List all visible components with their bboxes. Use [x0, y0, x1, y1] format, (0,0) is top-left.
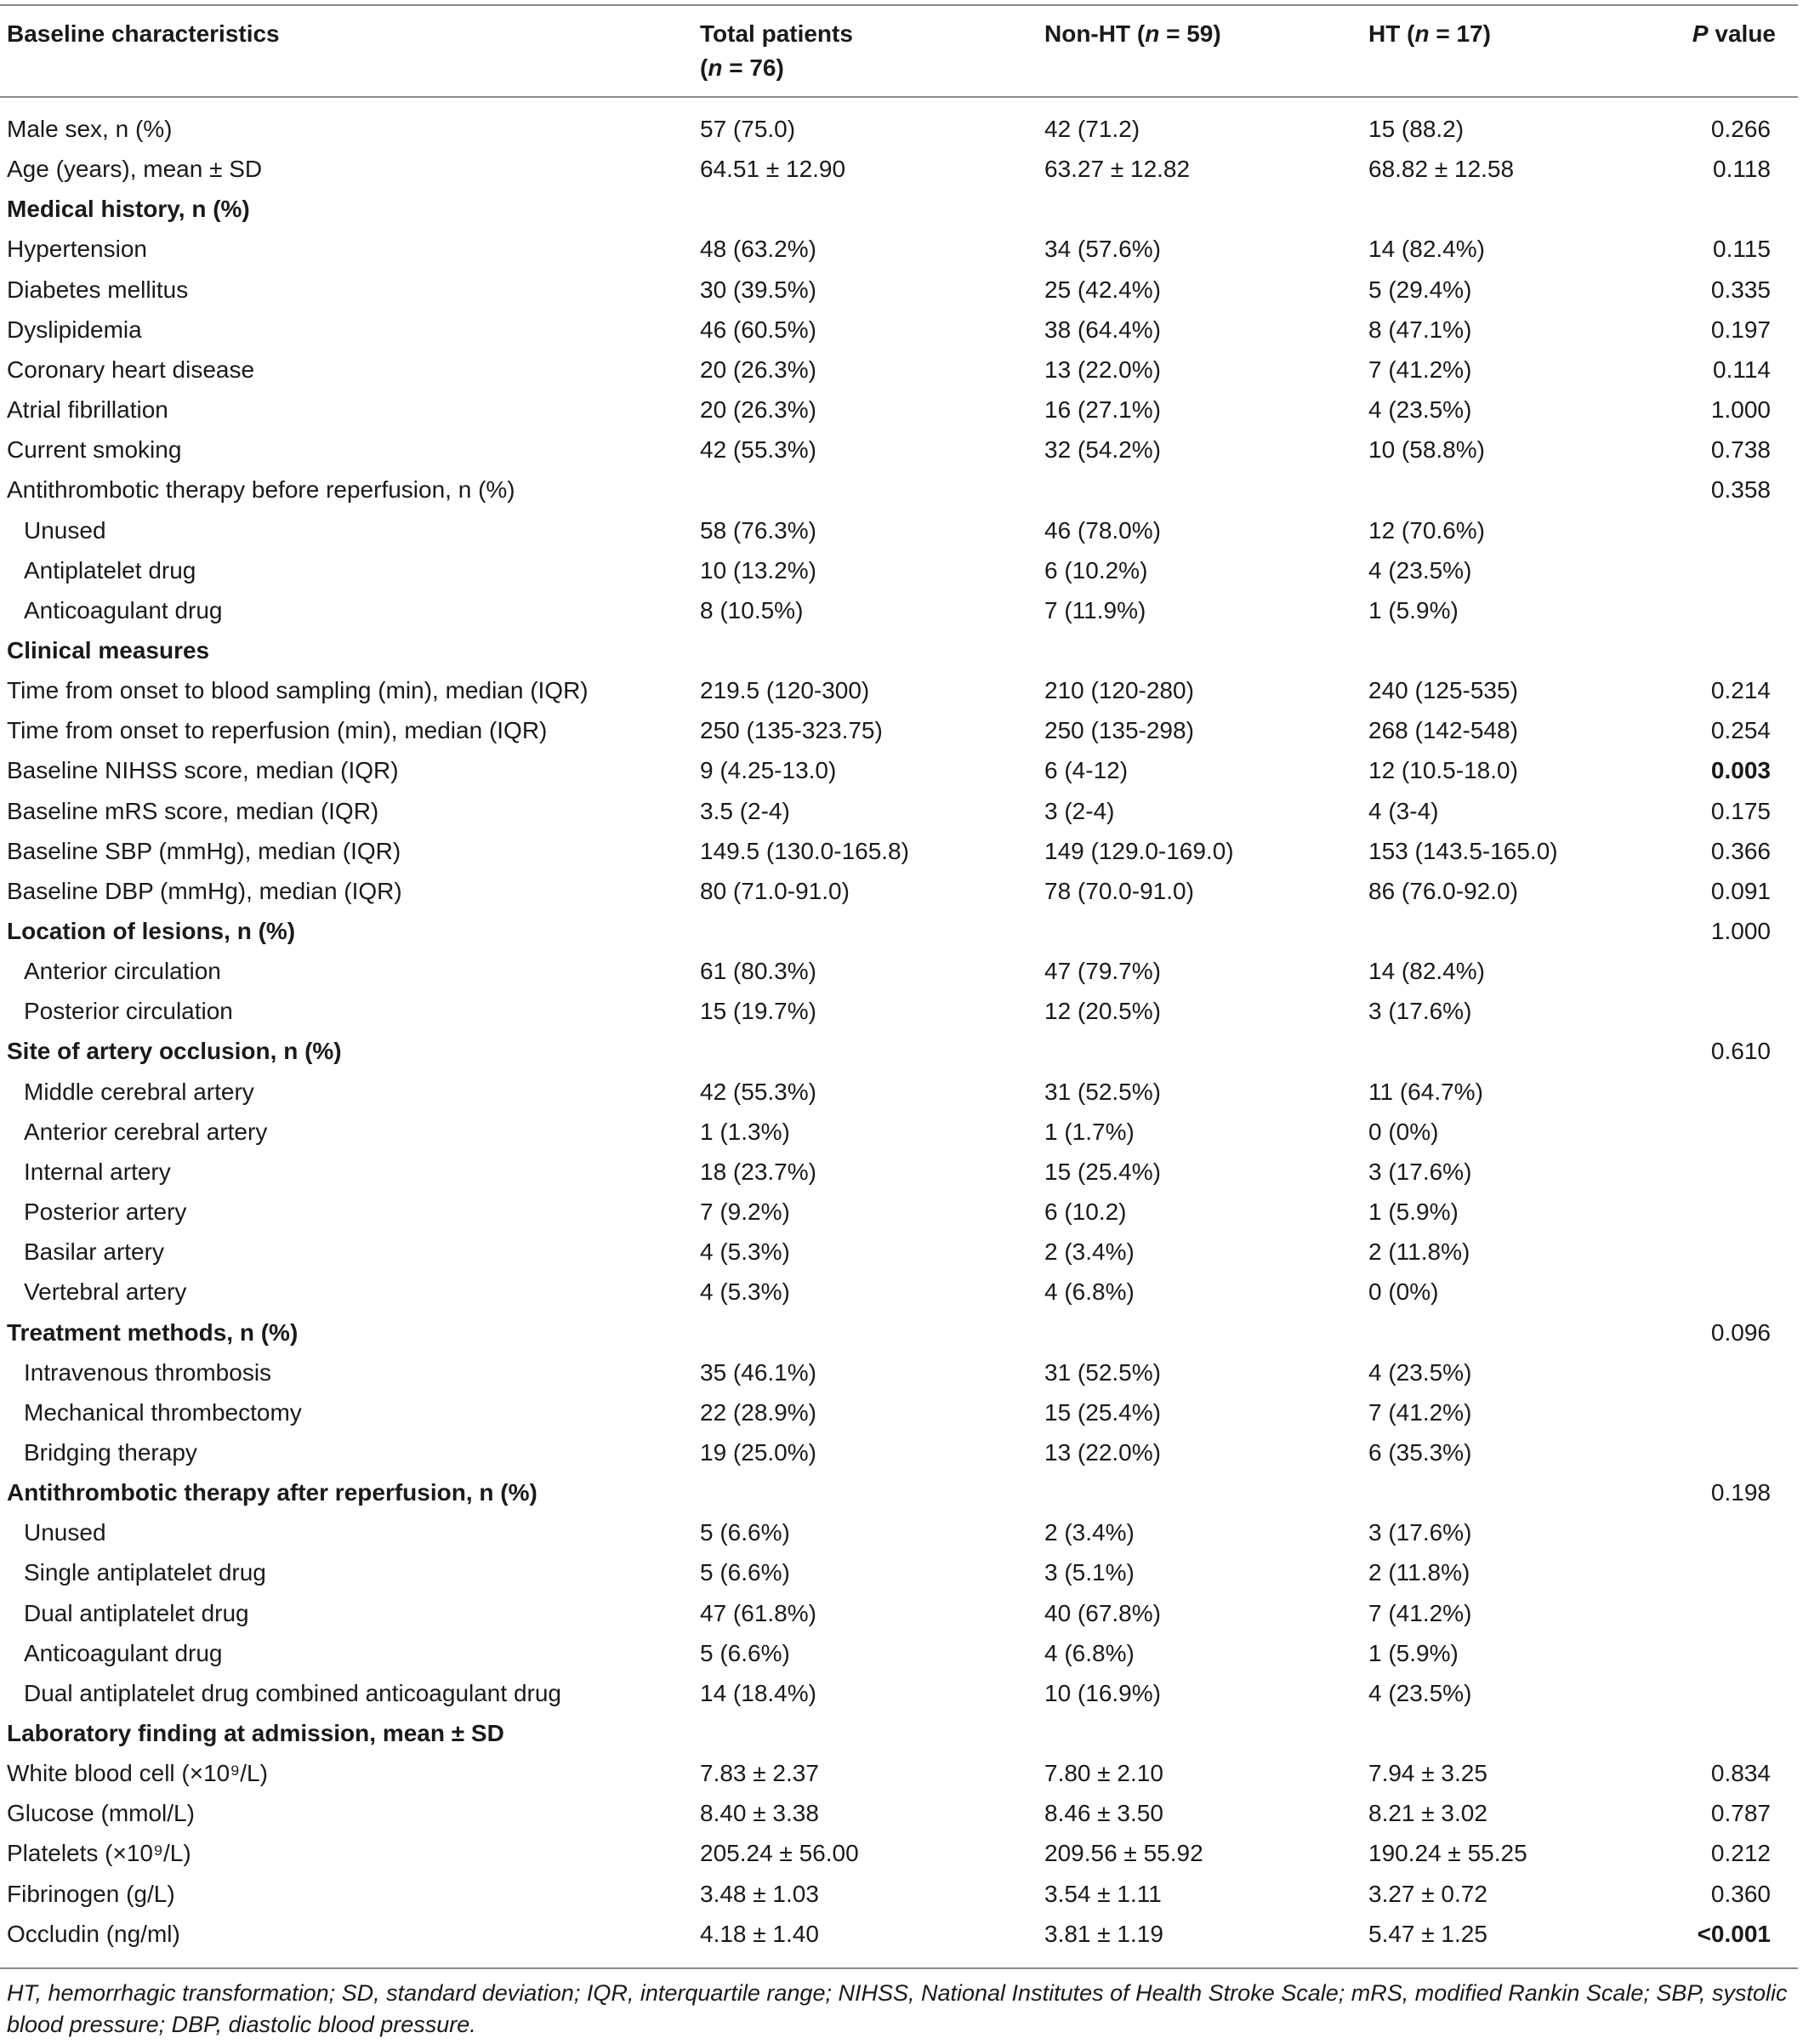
cell-nonht: 2 (3.4%)	[1044, 1238, 1135, 1266]
section-row	[0, 1472, 1798, 1512]
row-label: Dyslipidemia	[7, 316, 142, 343]
cell-ht: 1 (5.9%)	[1368, 596, 1459, 623]
cell-nonht: 38 (64.4%)	[1044, 316, 1161, 343]
table-row	[0, 470, 1798, 510]
row-label: Internal artery	[24, 1158, 171, 1185]
cell-nonht: 250 (135-298)	[1044, 717, 1194, 744]
cell-pvalue: 1.000	[1710, 396, 1771, 424]
cell-nonht: 210 (120-280)	[1044, 677, 1194, 704]
cell-nonht: 2 (3.4%)	[1044, 1519, 1135, 1546]
cell-ht: 86 (76.0-92.0)	[1368, 877, 1518, 904]
table-row	[0, 1392, 1798, 1432]
cell-ht: 12 (70.6%)	[1368, 516, 1485, 544]
header-total-line1: Total patients	[700, 20, 853, 47]
cell-total: 205.24 ± 56.00	[700, 1840, 859, 1867]
header-total	[700, 17, 853, 85]
cell-ht: 5 (29.4%)	[1368, 276, 1472, 303]
cell-nonht: 8.46 ± 3.50	[1044, 1800, 1163, 1827]
row-label: White blood cell (×10⁹/L)	[7, 1760, 268, 1787]
row-label: Anticoagulant drug	[24, 1639, 223, 1666]
cell-total: 46 (60.5%)	[700, 316, 816, 343]
cell-pvalue: 0.214	[1710, 677, 1771, 704]
cell-ht: 15 (88.2)	[1368, 116, 1465, 142]
cell-pvalue: 0.787	[1710, 1800, 1771, 1827]
cell-nonht: 3.81 ± 1.19	[1044, 1920, 1163, 1947]
cell-total: 18 (23.7%)	[700, 1158, 816, 1185]
row-label: Dual antiplatelet drug	[24, 1599, 249, 1626]
cell-total: 64.51 ± 12.90	[700, 156, 846, 183]
cell-total: 9 (4.25-13.0)	[700, 757, 837, 784]
row-label: Unused	[24, 1519, 106, 1546]
cell-ht: 3 (17.6%)	[1368, 998, 1472, 1025]
header-total-count: = 76)	[722, 54, 784, 81]
cell-ht: 7 (41.2%)	[1368, 1398, 1472, 1426]
cell-total: 47 (61.8%)	[700, 1599, 816, 1626]
cell-nonht: 42 (71.2)	[1044, 116, 1140, 142]
cell-ht: 6 (35.3%)	[1368, 1438, 1472, 1466]
cell-total: 80 (71.0-91.0)	[700, 877, 850, 904]
cell-total: 250 (135-323.75)	[700, 717, 883, 744]
header-total-line2	[700, 51, 853, 85]
table-row	[0, 670, 1798, 710]
cell-pvalue: 0.212	[1710, 1840, 1771, 1867]
table-row	[0, 1673, 1798, 1713]
cell-total: 4 (5.3%)	[700, 1278, 790, 1306]
cell-ht: 4 (3-4)	[1368, 797, 1439, 824]
cell-ht: 8.21 ± 3.02	[1368, 1800, 1487, 1827]
cell-pvalue: 0.096	[1710, 1318, 1771, 1346]
header-ht-count: = 17)	[1429, 20, 1491, 47]
cell-nonht: 15 (25.4%)	[1044, 1158, 1161, 1185]
cell-pvalue: 0.118	[1713, 156, 1771, 183]
table-row	[0, 1633, 1798, 1673]
row-label: Baseline DBP (mmHg), median (IQR)	[7, 877, 402, 904]
table-row	[0, 1232, 1798, 1272]
table-footnote: HT, hemorrhagic transformation; SD, standard deviation; IQR, interquartile range; NIHSS, National Institutes of Health Stroke Scale; mRS, modified Rankin Scale; SBP, systolic blood pressure; DBP, diastolic blood pressure.	[7, 1980, 1788, 2037]
header-pvalue	[1692, 17, 1776, 51]
row-label: Middle cerebral artery	[24, 1078, 254, 1105]
table-row	[0, 390, 1798, 430]
header-nonht-count: = 59)	[1159, 20, 1221, 47]
section-row	[0, 911, 1798, 951]
cell-pvalue: 0.198	[1710, 1479, 1771, 1506]
cell-total: 7.83 ± 2.37	[700, 1760, 819, 1787]
cell-nonht: 12 (20.5%)	[1044, 998, 1161, 1025]
row-label: Glucose (mmol/L)	[7, 1800, 195, 1827]
row-label: Coronary heart disease	[7, 356, 255, 383]
cell-ht: 7.94 ± 3.25	[1368, 1760, 1487, 1787]
row-label: Antithrombotic therapy before reperfusion, n (%)	[7, 476, 515, 504]
cell-ht: 1 (5.9%)	[1368, 1639, 1459, 1666]
header-pvalue-label: value	[1708, 20, 1776, 47]
row-label: Antithrombotic therapy after reperfusion, n (%)	[7, 1479, 537, 1506]
cell-ht: 1 (5.9%)	[1368, 1199, 1459, 1226]
cell-pvalue: 0.003	[1710, 757, 1771, 784]
cell-total: 58 (76.3%)	[700, 516, 816, 544]
row-label: Time from onset to reperfusion (min), median (IQR)	[7, 717, 548, 744]
table-row	[0, 951, 1798, 991]
row-label: Atrial fibrillation	[7, 396, 168, 424]
cell-ht: 68.82 ± 12.58	[1368, 156, 1515, 183]
row-label: Intravenous thrombosis	[24, 1358, 272, 1386]
cell-nonht: 6 (10.2)	[1044, 1199, 1127, 1226]
table-row	[0, 991, 1798, 1031]
table-row	[0, 229, 1798, 269]
table-row	[0, 791, 1798, 831]
table-row	[0, 1192, 1798, 1232]
cell-total: 219.5 (120-300)	[700, 677, 870, 704]
section-row	[0, 189, 1798, 229]
cell-nonht: 6 (4-12)	[1044, 757, 1129, 784]
cell-total: 30 (39.5%)	[700, 276, 816, 303]
cell-pvalue: 0.738	[1710, 436, 1771, 464]
cell-nonht: 63.27 ± 12.82	[1044, 156, 1191, 183]
header-ht-label: HT (	[1368, 20, 1415, 47]
cell-pvalue: 0.175	[1710, 797, 1771, 824]
cell-total: 10 (13.2%)	[700, 556, 816, 584]
cell-total: 20 (26.3%)	[700, 356, 816, 383]
header-pvalue-p: P	[1692, 20, 1709, 47]
cell-nonht: 6 (10.2%)	[1044, 556, 1148, 584]
table-row	[0, 1833, 1798, 1873]
table-row	[0, 1793, 1798, 1833]
cell-pvalue: 0.335	[1710, 276, 1771, 303]
cell-total: 8.40 ± 3.38	[700, 1800, 819, 1827]
table-row	[0, 1874, 1798, 1914]
row-label: Age (years), mean ± SD	[7, 156, 263, 183]
cell-total: 5 (6.6%)	[700, 1519, 790, 1546]
table-row	[0, 1593, 1798, 1633]
cell-total: 19 (25.0%)	[700, 1438, 816, 1466]
row-label: Baseline mRS score, median (IQR)	[7, 797, 379, 824]
cell-total: 15 (19.7%)	[700, 998, 816, 1025]
row-label: Male sex, n (%)	[7, 116, 173, 142]
row-label: Bridging therapy	[24, 1438, 197, 1466]
cell-nonht: 4 (6.8%)	[1044, 1639, 1135, 1666]
cell-nonht: 7 (11.9%)	[1044, 596, 1146, 623]
table-bottom-rule	[0, 1967, 1798, 1969]
cell-nonht: 13 (22.0%)	[1044, 1438, 1161, 1466]
cell-total: 22 (28.9%)	[700, 1398, 816, 1426]
cell-total: 42 (55.3%)	[700, 1078, 816, 1105]
cell-total: 35 (46.1%)	[700, 1358, 816, 1386]
cell-nonht: 40 (67.8%)	[1044, 1599, 1161, 1626]
row-label: Posterior artery	[24, 1199, 187, 1226]
cell-pvalue: 0.358	[1710, 476, 1771, 504]
row-label: Baseline NIHSS score, median (IQR)	[7, 757, 399, 784]
cell-nonht: 3 (5.1%)	[1044, 1559, 1135, 1586]
cell-nonht: 1 (1.7%)	[1044, 1118, 1135, 1145]
row-label: Anticoagulant drug	[24, 596, 223, 623]
table-row	[0, 1112, 1798, 1152]
cell-nonht: 10 (16.9%)	[1044, 1679, 1161, 1706]
row-label: Posterior circulation	[24, 998, 233, 1025]
cell-nonht: 31 (52.5%)	[1044, 1078, 1161, 1105]
table-row	[0, 109, 1798, 149]
header-nonht-label: Non-HT (	[1044, 20, 1146, 47]
header-nonht-n: n	[1145, 20, 1160, 47]
cell-nonht: 7.80 ± 2.10	[1044, 1760, 1163, 1787]
cell-nonht: 15 (25.4%)	[1044, 1398, 1161, 1426]
cell-total: 7 (9.2%)	[700, 1199, 790, 1226]
row-label: Occludin (ng/ml)	[7, 1920, 180, 1947]
cell-nonht: 25 (42.4%)	[1044, 276, 1161, 303]
cell-nonht: 3 (2-4)	[1044, 797, 1115, 824]
row-label: Fibrinogen (g/L)	[7, 1880, 175, 1907]
row-label: Vertebral artery	[24, 1278, 187, 1306]
cell-pvalue: 0.610	[1710, 1038, 1771, 1065]
cell-pvalue: 0.115	[1713, 236, 1771, 263]
cell-total: 3.48 ± 1.03	[700, 1880, 819, 1907]
table-row	[0, 1512, 1798, 1552]
table-row	[0, 750, 1798, 790]
cell-ht: 240 (125-535)	[1368, 677, 1518, 704]
table-row	[0, 550, 1798, 590]
cell-pvalue: 0.091	[1710, 877, 1771, 904]
cell-ht: 3.27 ± 0.72	[1368, 1880, 1487, 1907]
row-label: Mechanical thrombectomy	[24, 1398, 302, 1426]
table-row	[0, 510, 1798, 550]
cell-ht: 2 (11.8%)	[1368, 1238, 1470, 1266]
cell-total: 61 (80.3%)	[700, 958, 816, 985]
row-label: Anterior circulation	[24, 958, 221, 985]
row-label: Platelets (×10⁹/L)	[7, 1840, 191, 1867]
row-label: Unused	[24, 516, 106, 544]
header-ht	[1368, 17, 1491, 51]
header-nonht	[1044, 17, 1221, 51]
cell-ht: 14 (82.4%)	[1368, 236, 1485, 263]
row-label: Single antiplatelet drug	[24, 1559, 266, 1586]
table-row	[0, 350, 1798, 390]
row-label: Antiplatelet drug	[24, 556, 196, 584]
cell-ht: 0 (0%)	[1368, 1118, 1439, 1145]
table-row	[0, 1552, 1798, 1592]
cell-total: 149.5 (130.0-165.8)	[700, 837, 909, 864]
row-label: Location of lesions, n (%)	[7, 918, 296, 944]
row-label: Hypertension	[7, 236, 147, 263]
cell-ht: 190.24 ± 55.25	[1368, 1840, 1527, 1867]
cell-ht: 4 (23.5%)	[1368, 1679, 1472, 1706]
table-row	[0, 871, 1798, 911]
row-label: Anterior cerebral artery	[24, 1118, 268, 1145]
cell-nonht: 13 (22.0%)	[1044, 356, 1161, 383]
table-row	[0, 1753, 1798, 1793]
cell-ht: 2 (11.8%)	[1368, 1559, 1470, 1586]
cell-nonht: 3.54 ± 1.11	[1044, 1880, 1162, 1907]
table-row	[0, 1914, 1798, 1954]
cell-nonht: 149 (129.0-169.0)	[1044, 837, 1234, 864]
header-rule	[0, 96, 1798, 98]
cell-pvalue: 0.834	[1710, 1760, 1771, 1787]
cell-ht: 11 (64.7%)	[1368, 1078, 1483, 1105]
cell-ht: 3 (17.6%)	[1368, 1519, 1472, 1546]
cell-ht: 0 (0%)	[1368, 1278, 1439, 1306]
cell-nonht: 209.56 ± 55.92	[1044, 1840, 1203, 1867]
table-row	[0, 1152, 1798, 1192]
cell-pvalue: 0.254	[1710, 717, 1771, 744]
cell-nonht: 46 (78.0%)	[1044, 516, 1161, 544]
row-label: Dual antiplatelet drug combined anticoagulant drug	[24, 1679, 561, 1706]
row-label: Clinical measures	[7, 636, 210, 663]
row-label: Time from onset to blood sampling (min), median (IQR)	[7, 677, 589, 704]
cell-total: 4 (5.3%)	[700, 1238, 790, 1266]
cell-nonht: 34 (57.6%)	[1044, 236, 1161, 263]
row-label: Current smoking	[7, 436, 182, 464]
cell-total: 5 (6.6%)	[700, 1639, 790, 1666]
row-label: Baseline SBP (mmHg), median (IQR)	[7, 837, 401, 864]
section-row	[0, 1713, 1798, 1753]
cell-pvalue: 0.366	[1710, 837, 1771, 864]
table-row	[0, 710, 1798, 750]
cell-pvalue: 1.000	[1710, 918, 1771, 944]
cell-ht: 7 (41.2%)	[1368, 1599, 1472, 1626]
header-total-n: n	[708, 54, 723, 81]
row-label: Site of artery occlusion, n (%)	[7, 1038, 342, 1065]
cell-total: 42 (55.3%)	[700, 436, 816, 464]
row-label: Treatment methods, n (%)	[7, 1318, 299, 1346]
table-row	[0, 149, 1798, 189]
table-row	[0, 310, 1798, 350]
cell-total: 5 (6.6%)	[700, 1559, 790, 1586]
row-label: Laboratory finding at admission, mean ± SD	[7, 1720, 504, 1746]
cell-pvalue: 0.266	[1710, 116, 1771, 142]
section-row	[0, 630, 1798, 670]
cell-ht: 8 (47.1%)	[1368, 316, 1472, 343]
cell-ht: 4 (23.5%)	[1368, 556, 1472, 584]
section-row	[0, 1312, 1798, 1352]
cell-nonht: 78 (70.0-91.0)	[1044, 877, 1194, 904]
cell-total: 48 (63.2%)	[700, 236, 816, 263]
cell-nonht: 32 (54.2%)	[1044, 436, 1161, 464]
cell-ht: 153 (143.5-165.0)	[1368, 837, 1558, 864]
table-row	[0, 831, 1798, 871]
row-label: Medical history, n (%)	[7, 196, 250, 223]
cell-total: 14 (18.4%)	[700, 1679, 816, 1706]
cell-nonht: 47 (79.7%)	[1044, 958, 1161, 985]
cell-total: 1 (1.3%)	[700, 1118, 790, 1145]
cell-total: 8 (10.5%)	[700, 596, 804, 623]
cell-nonht: 16 (27.1%)	[1044, 396, 1161, 424]
table-row	[0, 270, 1798, 310]
table-row	[0, 1272, 1798, 1312]
cell-pvalue: 0.197	[1710, 316, 1771, 343]
cell-total: 57 (75.0)	[700, 116, 796, 142]
table-row	[0, 430, 1798, 470]
cell-pvalue: <0.001	[1697, 1920, 1771, 1947]
cell-ht: 10 (58.8%)	[1368, 436, 1485, 464]
cell-total: 3.5 (2-4)	[700, 797, 790, 824]
cell-ht: 4 (23.5%)	[1368, 1358, 1472, 1386]
cell-total: 20 (26.3%)	[700, 396, 816, 424]
cell-nonht: 4 (6.8%)	[1044, 1278, 1135, 1306]
header-characteristics-label: Baseline characteristics	[7, 20, 280, 47]
row-label: Diabetes mellitus	[7, 276, 189, 303]
cell-pvalue: 0.360	[1710, 1880, 1771, 1907]
cell-ht: 14 (82.4%)	[1368, 958, 1485, 985]
cell-ht: 7 (41.2%)	[1368, 356, 1472, 383]
section-row	[0, 1031, 1798, 1071]
table-row	[0, 1072, 1798, 1112]
cell-ht: 4 (23.5%)	[1368, 396, 1472, 424]
header-ht-n: n	[1414, 20, 1430, 47]
cell-pvalue: 0.114	[1713, 356, 1771, 383]
table-row	[0, 590, 1798, 630]
table-row	[0, 1432, 1798, 1472]
table-row	[0, 1352, 1798, 1392]
cell-total: 4.18 ± 1.40	[700, 1920, 819, 1947]
header-total-paren: (	[700, 54, 708, 81]
cell-nonht: 31 (52.5%)	[1044, 1358, 1161, 1386]
cell-ht: 268 (142-548)	[1368, 717, 1518, 744]
cell-ht: 5.47 ± 1.25	[1368, 1920, 1487, 1947]
cell-ht: 12 (10.5-18.0)	[1368, 757, 1518, 784]
cell-ht: 3 (17.6%)	[1368, 1158, 1472, 1185]
table-top-rule	[0, 4, 1798, 6]
row-label: Basilar artery	[24, 1238, 164, 1266]
header-characteristics	[7, 17, 280, 51]
